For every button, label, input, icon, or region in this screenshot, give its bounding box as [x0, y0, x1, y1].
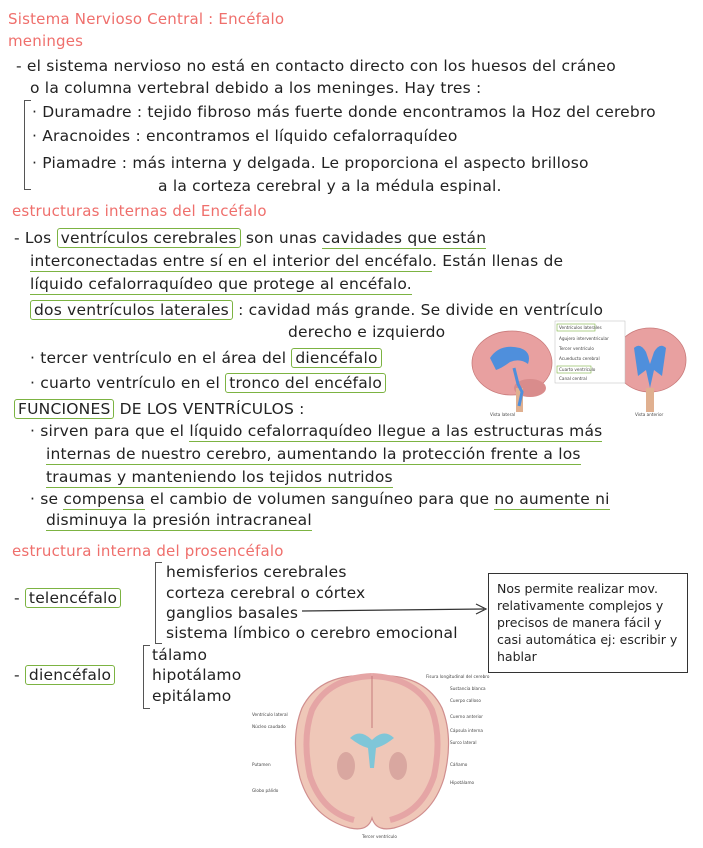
- function2-line2: [46, 510, 312, 530]
- functions-heading-line: [14, 399, 305, 419]
- ventricles-para-line1: [14, 228, 486, 248]
- page-title: Sistema Nervioso Central : Encéfalo: [8, 10, 285, 28]
- arrow-to-note: [300, 602, 490, 618]
- telencephalon-box: telencéfalo: [25, 588, 121, 608]
- telencephalon-item: corteza cerebral o córtex: [166, 584, 366, 602]
- telencephalon-line: - telencéfalo: [14, 588, 121, 608]
- csf-underline: líquido cefalorraquídeo que protege al encéfalo.: [30, 275, 412, 293]
- coronal-label: Hipotálamo: [450, 780, 475, 785]
- ventricle-label: Acueducto cerebral: [559, 356, 600, 361]
- coronal-label: Surco lateral: [450, 740, 477, 745]
- protection-underline: internas de nuestro cerebro, aumentando la protección frente a los: [46, 445, 581, 463]
- coronal-label: Sustancia blanca: [450, 686, 486, 691]
- meninges-bracket: [24, 100, 31, 190]
- brain-lateral-view: [472, 331, 552, 412]
- telencephalon-item: sistema límbico o cerebro emocional: [166, 624, 458, 642]
- diencephalon-bracket: [143, 645, 150, 709]
- interconnected-underline: interconectadas entre sí en el interior del encéfalo: [30, 252, 432, 270]
- telencephalon-bracket: [155, 562, 162, 644]
- text-fragment: - Los: [14, 229, 52, 247]
- ganglia-note-box: Nos permite realizar mov. relativamente complejos y precisos de manera fácil y casi automática ej: escribir y hablar: [488, 573, 688, 673]
- text-fragment: · cuarto ventrículo en el: [30, 374, 221, 392]
- function1-line3: [46, 467, 393, 487]
- third-ventricle-line: [30, 348, 382, 368]
- function2-line1: [30, 489, 610, 509]
- lateral-ventricles-box: dos ventrículos laterales: [30, 300, 233, 320]
- coronal-label: Globo pálido: [252, 788, 279, 793]
- brainstem-box: tronco del encéfalo: [225, 373, 386, 393]
- coronal-label: Fisura longitudinal del cerebro: [426, 674, 490, 679]
- pressure-underline: disminuya la presión intracraneal: [46, 511, 312, 529]
- ventricles-term-box: ventrículos cerebrales: [57, 228, 241, 248]
- telencephalon-item: ganglios basales: [166, 604, 299, 622]
- text-fragment: . Están llenas de: [431, 252, 564, 270]
- internal-structures-heading: estructuras internas del Encéfalo: [12, 202, 267, 220]
- diencephalon-item: tálamo: [152, 646, 208, 664]
- text-fragment: el cambio de volumen sanguíneo para que: [150, 490, 490, 508]
- piamadre-item-line2: a la corteza cerebral y a la médula espinal.: [158, 177, 502, 195]
- diencephalon-item: epitálamo: [152, 687, 232, 705]
- coronal-left-labels: [252, 712, 288, 793]
- diencephalon-line: - diencéfalo: [14, 665, 115, 685]
- coronal-section-figure: [250, 668, 495, 843]
- diencephalon-term-box: diencéfalo: [25, 665, 115, 685]
- prosencephalon-heading: estructura interna del prosencéfalo: [12, 542, 284, 560]
- caption-lateral: Vista lateral: [490, 412, 516, 417]
- ventricle-label: Canal central: [559, 376, 587, 381]
- coronal-label: Ventrículo lateral: [252, 712, 288, 717]
- duramadre-item: · Duramadre : tejido fibroso más fuerte donde encontramos la Hoz del cerebro: [32, 103, 656, 121]
- meninges-intro-line1: - el sistema nervioso no está en contacto directo con los huesos del cráneo: [16, 57, 616, 75]
- coronal-label: Tercer ventrículo: [362, 834, 397, 839]
- functions-box: FUNCIONES: [14, 399, 114, 419]
- csf-reach-underline: líquido cefalorraquídeo llegue a las estructuras más: [189, 422, 603, 440]
- nutrition-underline: traumas y manteniendo los tejidos nutridos: [46, 468, 393, 486]
- ventricles-para-line2: [30, 251, 563, 271]
- cavities-underline: cavidades que están: [322, 229, 487, 247]
- aracnoides-item: · Aracnoides : encontramos el líquido cefalorraquídeo: [32, 127, 458, 145]
- piamadre-item: · Piamadre : más interna y delgada. Le proporciona el aspecto brilloso: [32, 154, 589, 172]
- no-increase-underline: no aumente ni: [494, 490, 610, 508]
- text-fragment: DE LOS VENTRÍCULOS :: [119, 400, 305, 418]
- ventricle-label: Cuarto ventrículo: [559, 367, 596, 372]
- text-fragment: · tercer ventrículo en el área del: [30, 349, 287, 367]
- diencephalon-box: diencéfalo: [291, 348, 381, 368]
- coronal-label: Cáñamo: [450, 762, 468, 767]
- function1-line1: [30, 421, 602, 441]
- lateral-ventricles-line2: derecho e izquierdo: [288, 323, 446, 341]
- meninges-heading: meninges: [8, 32, 84, 50]
- coronal-label: Núcleo caudado: [252, 724, 286, 729]
- coronal-brain: [295, 676, 448, 829]
- ventricles-para-line3: [30, 274, 412, 294]
- ventricle-label: Ventrículos laterales: [559, 325, 602, 330]
- ventricles-figure: [470, 318, 695, 418]
- ventricle-label-box: [555, 321, 625, 383]
- lateral-ventricles-line: [30, 300, 603, 320]
- text-fragment: · sirven para que el: [30, 422, 185, 440]
- diencephalon-item: hipotálamo: [152, 666, 242, 684]
- ventricle-label: Agujero interventricular: [559, 336, 609, 341]
- coronal-label: Putamen: [252, 762, 271, 767]
- ventricle-label: Tercer ventrículo: [559, 346, 594, 351]
- text-fragment: : cavidad más grande. Se divide en ventrículo: [238, 301, 604, 319]
- text-fragment: son unas: [245, 229, 317, 247]
- caption-anterior: Vista anterior: [635, 412, 664, 417]
- fourth-ventricle-line: [30, 373, 386, 393]
- text-fragment: · se: [30, 490, 59, 508]
- compensate-underline: compensa: [63, 490, 145, 508]
- meninges-intro-line2: o la columna vertebral debido a los meninges. Hay tres :: [30, 79, 482, 97]
- coronal-label: Cuerpo calloso: [450, 698, 481, 703]
- function1-line2: [46, 444, 581, 464]
- coronal-label: Cápsula interna: [450, 728, 483, 733]
- telencephalon-item: hemisferios cerebrales: [166, 563, 347, 581]
- coronal-label: Cuerno anterior: [450, 714, 483, 719]
